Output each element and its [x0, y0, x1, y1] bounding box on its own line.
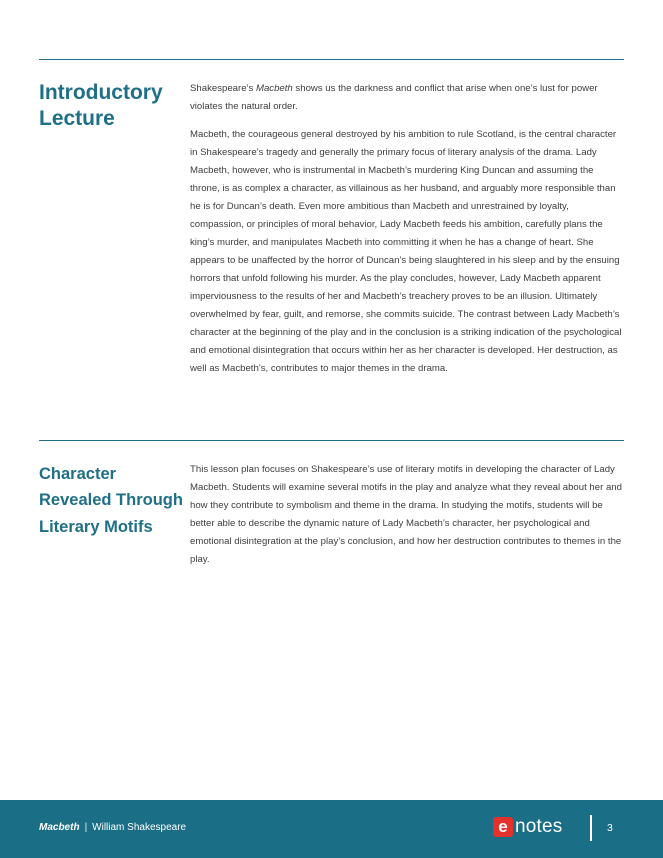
- page-number: 3: [607, 822, 613, 834]
- section-heading-character-motifs: Character Revealed Through Literary Motifs: [39, 465, 183, 536]
- section-heading-introductory-lecture: Introductory Lecture: [39, 81, 163, 130]
- footer-vertical-divider: [590, 815, 592, 841]
- paragraph: Macbeth, the courageous general destroyed by his ambition to rule Scotland, is the central character in Shakespeare’s tragedy and generally the primary focus of literary analysis of the drama. Lady Macbeth, however, who is instrumental in Macbeth’s murdering King Duncan and assuming the throne, is as complex a character, as villainous as her husband, and arguably more responsible than he is for Duncan’s death. Even more ambitious than Macbeth and unrestrained by loyalty, compassion, or principles of moral behavior, Lady Macbeth feeds his ambition, carefully plans the king’s murder, and manipulates Macbeth into committing it when he has a change of heart. She appears to be unaffected by the horror of Duncan’s being slaughtered in his sleep and by the ensuing horrors that unfold following his murder. As the play concludes, however, Lady Macbeth apparent imperviousness to the results of her and Macbeth’s treachery proves to be an illusion. Ultimately overwhelmed by fear, guilt, and remorse, she commits suicide. The contrast between Lady Macbeth’s character at the beginning of the play and in the conclusion is a striking indication of the psychological and emotional disintegration that occurs within her as her character is developed. Her destruction, as well as Macbeth’s, contributes to major themes in the drama.: [190, 129, 622, 374]
- paragraph: [190, 80, 625, 116]
- text-span: shows us the darkness and conflict that arise when one’s lust for power violates the natural order.: [190, 83, 598, 112]
- footer-separator: |: [84, 822, 88, 833]
- page-footer: [0, 800, 663, 858]
- italic-title: Macbeth: [255, 83, 293, 94]
- enotes-e-icon: e: [493, 817, 513, 837]
- top-divider: [39, 59, 624, 60]
- paragraph: This lesson plan focuses on Shakespeare’s use of literary motifs in developing the character of Lady Macbeth. Students will examine several motifs in the play and analyze what they reveal about her and how they contribute to symbolism and theme in the drama. In studying the motifs, students will be better able to describe the dynamic nature of Lady Macbeth’s character, her psychological and emotional disintegration at the play’s conclusion, and how her destruction contributes to themes in the play.: [190, 464, 622, 565]
- footer-book-info: [39, 822, 186, 833]
- section-body-character-motifs: [190, 461, 625, 569]
- middle-divider: [39, 440, 624, 441]
- footer-book-title: Macbeth: [39, 822, 80, 833]
- section-body-introductory-lecture: [190, 80, 625, 378]
- enotes-wordmark: notes: [515, 816, 563, 837]
- footer-author: William Shakespeare: [92, 822, 187, 833]
- enotes-logo[interactable]: [493, 816, 562, 838]
- text-span: Shakespeare’s: [190, 83, 256, 94]
